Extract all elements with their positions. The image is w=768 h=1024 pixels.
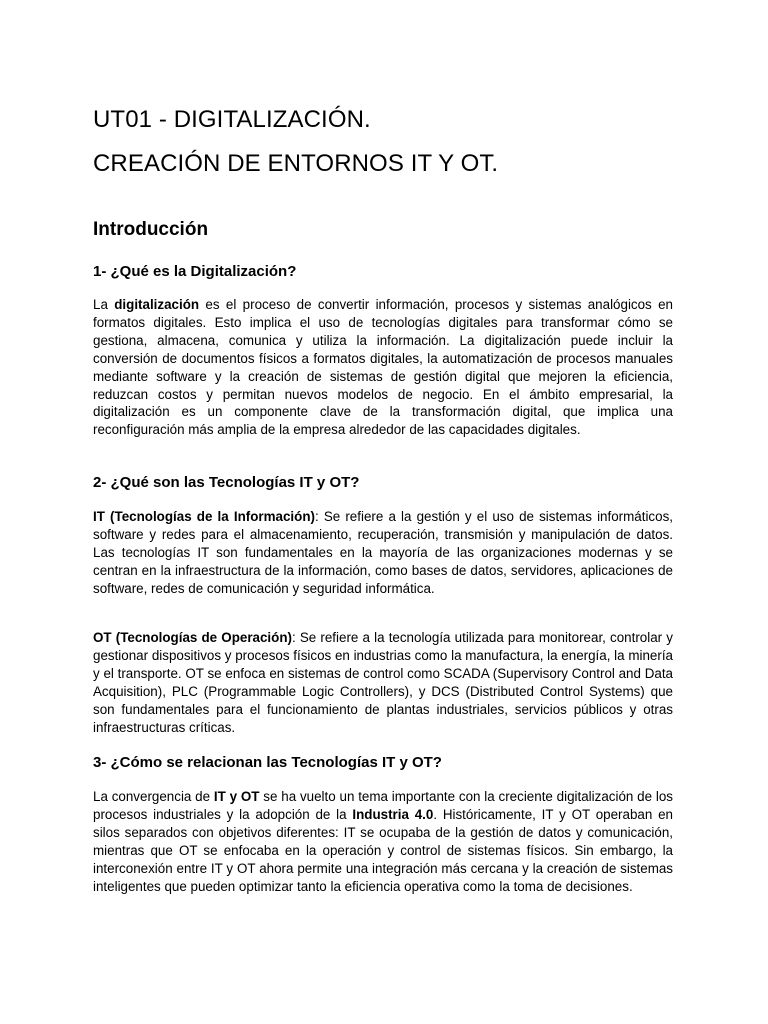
paragraph-text: : Se refiere a la tecnología utilizada para monitorear, controlar y gestionar dispositivos y procesos físicos en industrias como la manufactura, la energía, la minería y el transporte. OT se enfoca en sistemas de control como SCADA (Supervisory Control and Data Acquisition), PLC (Programmable Logic Controllers), y DCS (Distributed Control Systems) que son fundamentales para el funcionamiento de plantas industriales, servicios públicos y otras infraestructuras críticas. — [93, 630, 673, 735]
bold-term: OT (Tecnologías de Operación) — [93, 630, 292, 645]
document-title-line-2: CREACIÓN DE ENTORNOS IT Y OT. — [93, 150, 499, 177]
paragraph-text: es el proceso de convertir información, procesos y sistemas analógicos en formatos digitales. Esto implica el uso de tecnologías digitales para transformar cómo se gestiona, almacena, comunica y utiliza la información. La digitalización puede incluir la conversión de documentos físicos a formatos digitales, la automatización de procesos manuales mediante software y la creación de sistemas de gestión digital que mejoren la eficiencia, reduzcan costos y permitan nuevos modelos de negocio. En el ámbito empresarial, la digitalización es un componente clave de la transformación digital, que implica una reconfiguración más amplia de la empresa alrededor de las capacidades digitales. — [93, 297, 673, 438]
paragraph-text: se ha vuelto un tema importante con la creciente digitalización de los procesos industriales y la adopción de la — [93, 789, 673, 822]
bold-term: IT (Tecnologías de la Información) — [93, 509, 315, 524]
document-title-line-1: UT01 - DIGITALIZACIÓN. — [93, 106, 371, 133]
section-3-heading: 3- ¿Cómo se relacionan las Tecnologías IT y OT? — [93, 754, 442, 771]
paragraph-text: La convergencia de — [93, 789, 214, 804]
section-3-paragraph — [93, 788, 673, 895]
paragraph-text: : Se refiere a la gestión y el uso de sistemas informáticos, software y redes para el almacenamiento, recuperación, transmisión y manipulación de datos. Las tecnologías IT son fundamentales en la mayoría de las organizaciones modernas y se centran en la infraestructura de la información, como bases de datos, servidores, aplicaciones de software, redes de comunicación y seguridad informática. — [93, 509, 673, 596]
section-2-paragraph-ot — [93, 629, 673, 736]
paragraph-text: . Históricamente, IT y OT operaban en silos separados con objetivos diferentes: IT se ocupaba de la gestión de datos y comunicación, mientras que OT se enfocaba en la operación y control de sistemas físicos. Sin embargo, la interconexión entre IT y OT ahora permite una integración más cercana y la creación de sistemas inteligentes que pueden optimizar tanto la eficiencia operativa como la toma de decisiones. — [93, 806, 673, 894]
section-2-heading: 2- ¿Qué son las Tecnologías IT y OT? — [93, 474, 360, 491]
bold-term: digitalización — [114, 297, 200, 312]
section-2-paragraph-it — [93, 508, 673, 598]
section-1-heading: 1- ¿Qué es la Digitalización? — [93, 263, 297, 280]
bold-term: Industria 4.0 — [352, 806, 434, 822]
paragraph-text: La — [93, 297, 115, 312]
section-1-paragraph — [93, 296, 673, 439]
introduction-heading: Introducción — [93, 219, 209, 240]
bold-term: IT y OT — [213, 789, 260, 804]
